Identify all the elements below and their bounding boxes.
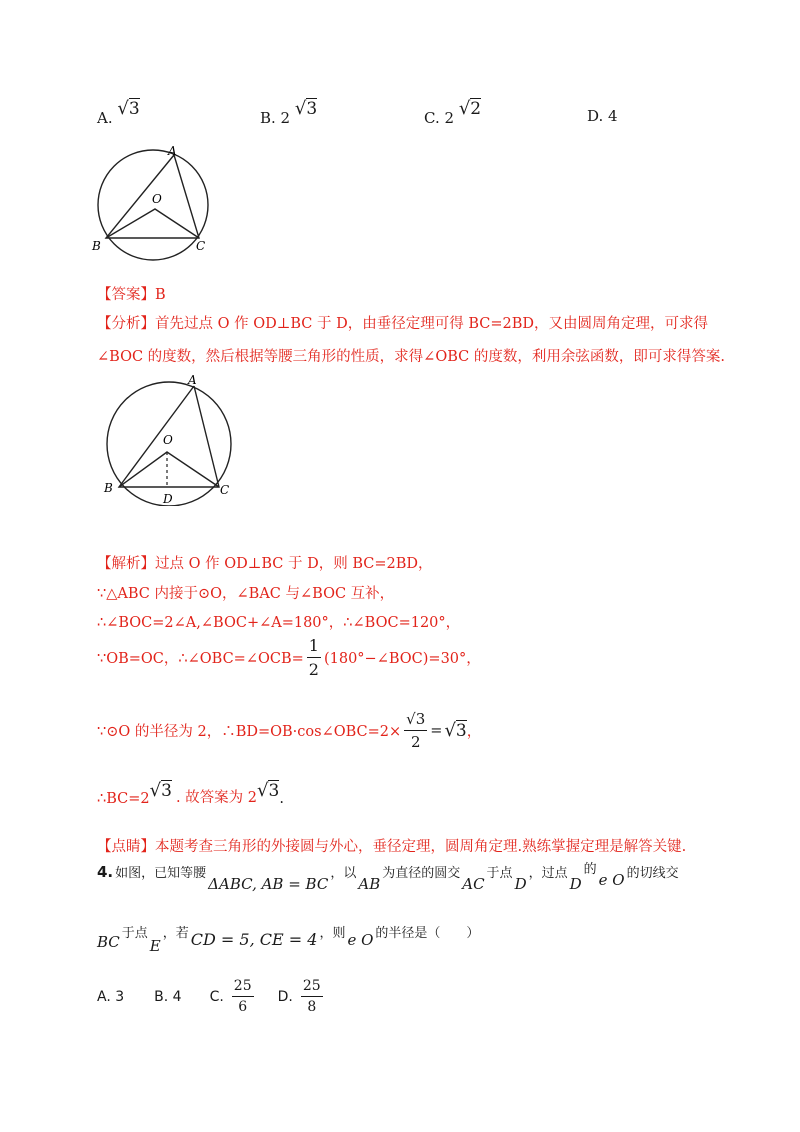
q4-math-10: e O: [347, 930, 374, 949]
fraction-denominator: 2: [308, 660, 319, 679]
label-d-2: D: [163, 492, 173, 506]
analysis-line-1: 【分析】首先过点 O 作 OD⊥BC 于 D，由垂径定理可得 BC=2BD，又由圆周角定理，可求得: [97, 316, 709, 332]
q4-option-b: B. 4: [154, 988, 182, 1005]
label-b: B: [92, 239, 101, 253]
solution-line-1: 【解析】过点 O 作 OD⊥BC 于 D，则 BC=2BD，: [97, 556, 433, 572]
option-c-radicand: 2: [470, 99, 482, 119]
question-4-line-1: [97, 862, 679, 893]
q4-math-9: CD = 5, CE = 4: [190, 930, 318, 949]
label-c-2: C: [220, 483, 230, 497]
question-4-line-2: [97, 922, 480, 955]
solution-line-5-end: ，: [466, 724, 482, 740]
label-o-2: O: [163, 433, 173, 447]
q4-option-d-label: D.: [277, 988, 293, 1005]
comment-line: 【点睛】本题考查三角形的外接圆与外心，垂径定理，圆周角定理.熟练掌握定理是解答关键.: [97, 839, 687, 855]
q4-math-1: ΔABC, AB = BC: [208, 874, 329, 893]
solution-line-6-end: .: [279, 791, 284, 807]
q4-text-10: ，则: [319, 926, 346, 941]
radii-ob-oc-2: [119, 452, 219, 487]
solution-line-4-post: (180°−∠BOC)=30°，: [323, 651, 481, 667]
solution-line-5-pre: ∵⊙O 的半径为 2，∴BD=OB·cos∠OBC=2×: [97, 724, 402, 740]
fraction-sqrt3-over-2: [404, 710, 427, 751]
solution-line-6-mid: . 故答案为 2: [175, 790, 257, 806]
option-a-label: A.: [97, 109, 113, 127]
solution-line-6: ∴BC=2 √3 . 故答案为 2 √3 .: [97, 780, 284, 807]
q4-options: [97, 978, 323, 1015]
q4-math-8: E: [149, 936, 161, 955]
q4-math-5: D: [569, 874, 582, 893]
option-c: C. 2 √2: [424, 98, 482, 127]
option-c-label: C. 2: [424, 109, 455, 127]
label-a: A: [168, 144, 177, 158]
q4-option-d-num: 25: [301, 978, 323, 997]
q4-option-c-den: 6: [238, 999, 248, 1015]
solution-line-3: ∴∠BOC=2∠A,∠BOC+∠A=180°，∴∠BOC=120°，: [97, 615, 461, 631]
q4-option-d-fraction: [301, 978, 323, 1015]
q4-text-11: 的半径是（ ）: [375, 926, 480, 941]
q4-math-4: D: [514, 874, 527, 893]
option-b-radicand: 3: [306, 99, 318, 119]
q4-option-c-fraction: [232, 978, 254, 1015]
label-b-2: B: [104, 481, 113, 495]
q4-option-c-num: 25: [232, 978, 254, 997]
q4-option-a: A. 3: [97, 988, 125, 1005]
option-d: [587, 107, 618, 125]
option-a: A. √3: [97, 98, 140, 127]
option-b: B. 2 √3: [260, 98, 318, 127]
q4-text-1: 如图，已知等腰: [115, 866, 207, 881]
fraction-numerator-sqrt3: √3: [404, 710, 427, 731]
q4-text-6: 的: [583, 862, 597, 877]
label-a-2: A: [188, 373, 197, 387]
q4-math-6: e O: [598, 870, 625, 889]
q4-text-9: ，若: [162, 926, 189, 941]
radii-ob-oc: [106, 209, 199, 238]
figure-circle-1: [90, 143, 210, 261]
answer-line: 【答案】B: [97, 287, 166, 303]
fraction-numerator: 1: [307, 636, 321, 658]
equals-sign: =: [430, 722, 443, 739]
q4-option-d-den: 8: [307, 999, 317, 1015]
q4-math-3: AC: [462, 874, 485, 893]
q4-math-7: BC: [97, 932, 120, 951]
option-b-label: B. 2: [260, 109, 291, 127]
fraction-denominator-2: 2: [410, 733, 421, 751]
q4-text-4: 于点: [486, 866, 513, 881]
solution-line-2: ∵△ABC 内接于⊙O，∠BAC 与∠BOC 互补，: [97, 586, 395, 602]
q4-text-7: 的切线交: [626, 866, 679, 881]
q4-math-2: AB: [358, 874, 381, 893]
q4-text-8: 于点: [121, 926, 148, 941]
analysis-line-2: ∠BOC 的度数，然后根据等腰三角形的性质，求得∠OBC 的度数，利用余弦函数，即可求得答案.: [97, 349, 725, 365]
label-o: O: [152, 192, 162, 206]
q4-option-c-label: C.: [209, 988, 224, 1005]
q4-text-5: ，过点: [528, 866, 568, 881]
solution-line-4-pre: ∵OB=OC，∴∠OBC=∠OCB=: [97, 651, 304, 667]
question-number: 4.: [97, 862, 114, 881]
q4-text-3: 为直径的圆交: [382, 866, 461, 881]
option-d-label: D. 4: [587, 107, 618, 125]
radicand-3-a: 3: [161, 781, 172, 801]
figure-circle-2: [100, 372, 240, 506]
fraction-one-half: [307, 636, 321, 679]
radicand-3-b: 3: [268, 781, 280, 801]
radicand-3: 3: [455, 721, 467, 741]
q4-text-2: ，以: [330, 866, 357, 881]
solution-line-4: [97, 636, 481, 679]
solution-line-5: ∵⊙O 的半径为 2，∴BD=OB·cos∠OBC=2× $\frac{√3}{2}$ = √3 ，: [97, 710, 482, 751]
option-a-radicand: 3: [128, 99, 140, 119]
label-c: C: [196, 239, 206, 253]
solution-line-6-pre: ∴BC=2: [97, 791, 150, 807]
